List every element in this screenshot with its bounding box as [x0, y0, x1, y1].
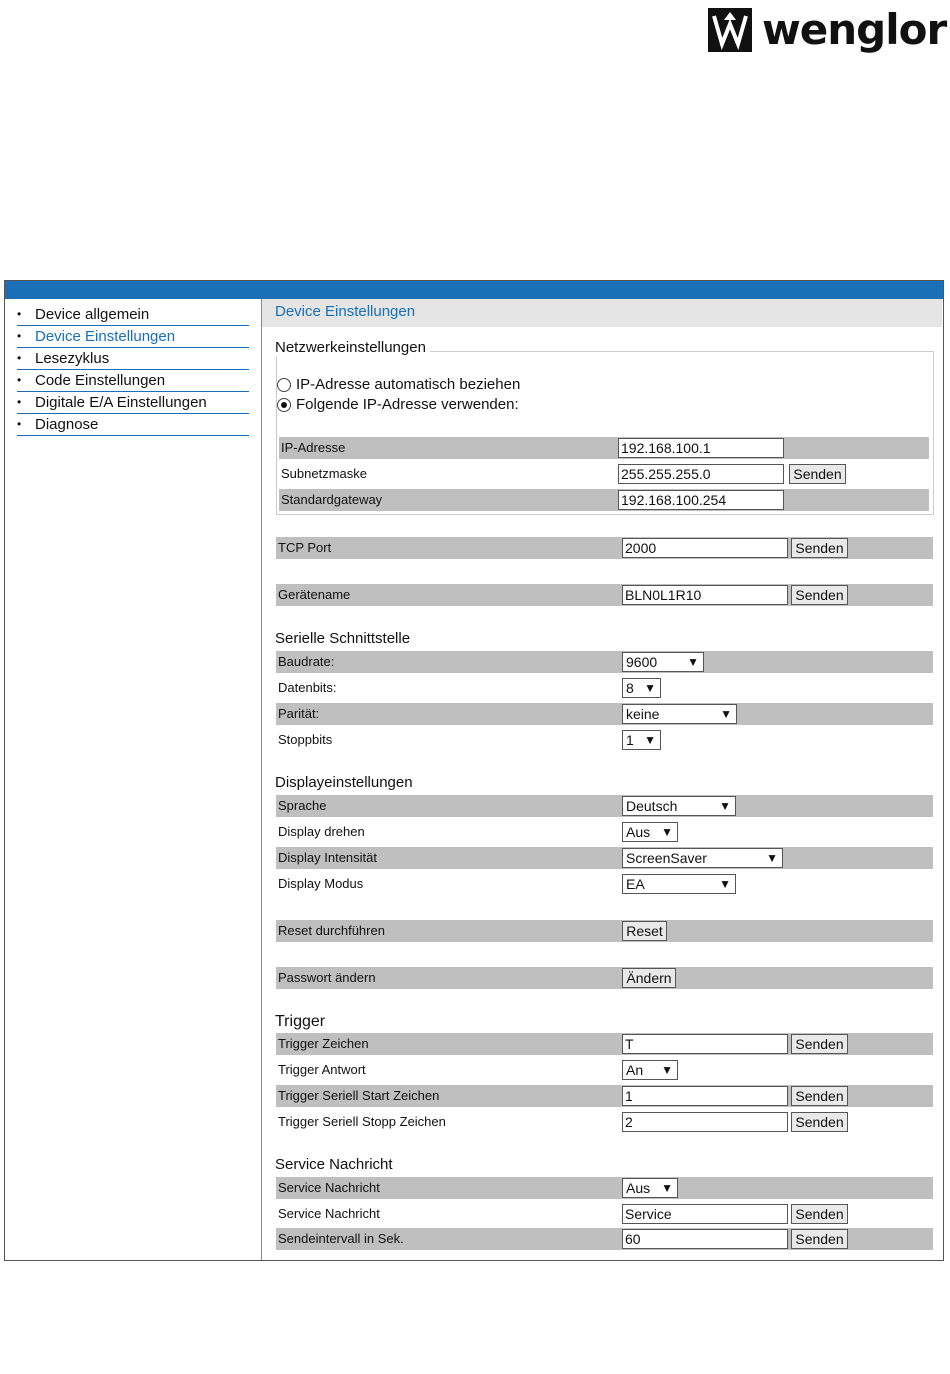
chevron-down-icon: ▼ [719, 799, 731, 813]
stopbits-select[interactable] [622, 730, 661, 750]
serial-section-title: Serielle Schnittstelle [275, 630, 411, 647]
display-intensity-label: Display Intensität [278, 850, 377, 865]
display-mode-row [276, 873, 933, 895]
stopbits-label: Stoppbits [278, 732, 333, 747]
radio-label: Folgende IP-Adresse verwenden: [296, 396, 519, 413]
sidebar-item-label: Device allgemein [35, 306, 150, 323]
radio-label: IP-Adresse automatisch beziehen [296, 376, 521, 393]
language-label: Sprache [278, 798, 327, 813]
trigger-start-label: Trigger Seriell Start Zeichen [278, 1088, 440, 1103]
radio-ip-manual[interactable] [277, 396, 519, 413]
parity-label: Parität: [278, 706, 320, 721]
display-section-title: Displayeinstellungen [275, 774, 413, 791]
trigger-answer-label: Trigger Antwort [278, 1062, 366, 1077]
service-enable-row [276, 1177, 933, 1199]
chevron-down-icon: ▼ [687, 655, 699, 669]
trigger-stop-send-button[interactable]: Senden [791, 1112, 848, 1132]
baudrate-label: Baudrate: [278, 654, 335, 669]
bullet-icon: • [17, 395, 22, 409]
page-header [262, 299, 942, 327]
bullet-icon: • [17, 373, 22, 387]
parity-row [276, 703, 933, 725]
trigger-answer-row [276, 1059, 933, 1081]
display-rotate-row [276, 821, 933, 843]
language-row [276, 795, 933, 817]
trigger-start-row [276, 1085, 933, 1107]
bullet-icon: • [17, 351, 22, 365]
network-send-button[interactable]: Senden [789, 464, 846, 484]
gateway-label: Standardgateway [281, 492, 383, 507]
service-message-input[interactable]: Service [622, 1204, 788, 1224]
radio-selected-icon [277, 398, 291, 412]
chevron-down-icon: ▼ [766, 851, 778, 865]
sidebar-item-label: Diagnose [35, 416, 99, 433]
trigger-char-row [276, 1033, 933, 1055]
trigger-char-send-button[interactable]: Senden [791, 1034, 848, 1054]
sidebar-item-diagnose[interactable] [17, 415, 249, 436]
change-password-button[interactable]: Ändern [622, 968, 676, 988]
wenglor-logo [706, 6, 946, 54]
ip-address-input[interactable]: 192.168.100.1 [618, 438, 784, 458]
reset-button[interactable]: Reset [622, 921, 667, 941]
chevron-down-icon: ▼ [644, 681, 656, 695]
main-content [262, 299, 944, 1260]
databits-row [276, 677, 933, 699]
select-value: 9600 [626, 654, 658, 670]
device-name-send-button[interactable]: Senden [791, 585, 848, 605]
service-interval-send-button[interactable]: Senden [791, 1229, 848, 1249]
sidebar-item-label: Lesezyklus [35, 350, 110, 367]
chevron-down-icon: ▼ [661, 1063, 673, 1077]
trigger-start-input[interactable]: 1 [622, 1086, 788, 1106]
select-value: Aus [626, 824, 651, 840]
select-value: An [626, 1062, 644, 1078]
subnet-input[interactable]: 255.255.255.0 [618, 464, 784, 484]
stopbits-row [276, 729, 933, 751]
tcp-port-row [276, 537, 933, 559]
password-row [276, 967, 933, 989]
select-value: keine [626, 706, 660, 722]
select-value: Aus [626, 1180, 651, 1196]
password-label: Passwort ändern [278, 970, 376, 985]
tcp-send-button[interactable]: Senden [791, 538, 848, 558]
subnet-label: Subnetzmaske [281, 466, 367, 481]
trigger-section-title: Trigger [275, 1013, 326, 1030]
page-title: Device Einstellungen [275, 303, 416, 320]
sidebar-item-device-einstellungen[interactable] [17, 327, 249, 348]
sidebar-item-lesezyklus[interactable] [17, 349, 249, 370]
service-interval-input[interactable]: 60 [622, 1229, 788, 1249]
brand-name: wenglor [762, 5, 947, 54]
network-legend: Netzwerkeinstellungen [275, 339, 430, 356]
sidebar [5, 299, 262, 1260]
sidebar-nav [17, 305, 249, 437]
chevron-down-icon: ▼ [644, 733, 656, 747]
device-name-row [276, 584, 933, 606]
web-interface-frame [4, 280, 944, 1261]
display-mode-select[interactable] [622, 874, 736, 894]
select-value: 8 [626, 680, 634, 696]
sidebar-item-device-allgemein[interactable] [17, 305, 249, 326]
select-value: EA [626, 876, 645, 892]
service-enable-label: Service Nachricht [278, 1180, 380, 1195]
display-rotate-select[interactable] [622, 822, 678, 842]
trigger-start-send-button[interactable]: Senden [791, 1086, 848, 1106]
gateway-input[interactable]: 192.168.100.254 [618, 490, 784, 510]
chevron-down-icon: ▼ [661, 825, 673, 839]
display-mode-label: Display Modus [278, 876, 364, 891]
display-rotate-label: Display drehen [278, 824, 365, 839]
chevron-down-icon: ▼ [719, 877, 731, 891]
wenglor-logo-icon [706, 6, 754, 54]
ip-address-row [279, 437, 929, 459]
bullet-icon: • [17, 417, 22, 431]
service-message-send-button[interactable]: Senden [791, 1204, 848, 1224]
tcp-port-label: TCP Port [278, 540, 332, 555]
databits-label: Datenbits: [278, 680, 337, 695]
ip-address-label: IP-Adresse [281, 440, 346, 455]
sidebar-item-label: Code Einstellungen [35, 372, 166, 389]
display-intensity-select[interactable] [622, 848, 783, 868]
trigger-answer-select[interactable] [622, 1060, 678, 1080]
sidebar-item-label: Digitale E/A Einstellungen [35, 394, 207, 411]
trigger-stop-label: Trigger Seriell Stopp Zeichen [278, 1114, 446, 1129]
reset-row [276, 920, 933, 942]
language-select[interactable] [622, 796, 736, 816]
top-bar [5, 281, 943, 299]
trigger-stop-input[interactable]: 2 [622, 1112, 788, 1132]
service-interval-row [276, 1228, 933, 1250]
select-value: ScreenSaver [626, 850, 707, 866]
radio-icon [277, 378, 291, 392]
trigger-stop-row [276, 1111, 933, 1133]
select-value: 1 [626, 732, 634, 748]
service-message-label: Service Nachricht [278, 1206, 380, 1221]
chevron-down-icon: ▼ [661, 1181, 673, 1195]
trigger-char-input[interactable]: T [622, 1034, 788, 1054]
service-enable-select[interactable] [622, 1178, 678, 1198]
parity-select[interactable] [622, 704, 737, 724]
display-intensity-row [276, 847, 933, 869]
reset-label: Reset durchführen [278, 923, 385, 938]
sidebar-item-code-einstellungen[interactable] [17, 371, 249, 392]
gateway-row [279, 489, 929, 511]
select-value: Deutsch [626, 798, 678, 814]
trigger-char-label: Trigger Zeichen [278, 1036, 369, 1051]
device-name-input[interactable]: BLN0L1R10 [622, 585, 788, 605]
device-name-label: Gerätename [278, 587, 351, 602]
subnet-row [279, 463, 929, 485]
radio-ip-auto[interactable] [277, 376, 520, 393]
sidebar-item-digitale-ea[interactable] [17, 393, 249, 414]
bullet-icon: • [17, 307, 22, 321]
bullet-icon: • [17, 329, 22, 343]
sidebar-item-label: Device Einstellungen [35, 328, 176, 345]
service-section-title: Service Nachricht [275, 1156, 393, 1173]
baudrate-select[interactable] [622, 652, 704, 672]
chevron-down-icon: ▼ [720, 707, 732, 721]
databits-select[interactable] [622, 678, 661, 698]
tcp-port-input[interactable]: 2000 [622, 538, 788, 558]
baudrate-row [276, 651, 933, 673]
service-interval-label: Sendeintervall in Sek. [278, 1231, 404, 1246]
service-message-row [276, 1203, 933, 1225]
